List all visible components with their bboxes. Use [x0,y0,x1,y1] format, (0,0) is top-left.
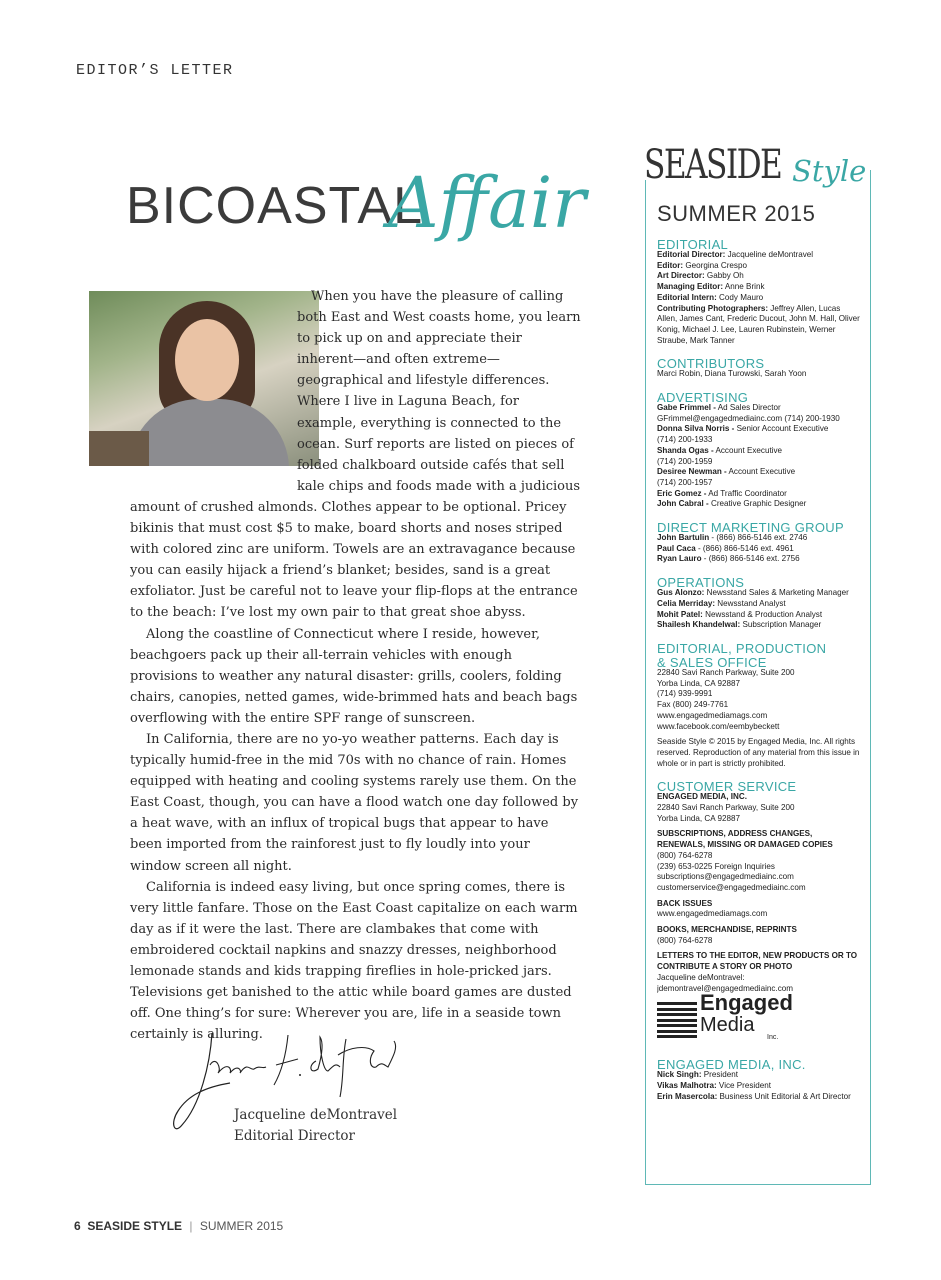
info-line: www.engagedmediamags.com [657,909,768,919]
masthead-heading: ADVERTISING [657,390,749,406]
masthead-heading: OPERATIONS [657,575,745,591]
paragraph: In California, there are no yo-yo weather patterns. Each day is typically humid-free in the mid 70s with no chance of rain. Homes equipped with heating and cooling systems rarely use them. On the East Coast, though, you can have a flood watch one day followed by a heat wave, with an influx of tropical bugs that appear to have been imported from the rainforest just to fly loudly into your window screen all night. [130,731,579,874]
letter-body [130,286,582,1045]
info-title: BOOKS, MERCHANDISE, REPRINTS [657,925,797,935]
staff-line: Erin Masercola: Business Unit Editorial & Art Director [657,1091,851,1101]
staff-line: Editorial Director: Jacqueline deMontravel [657,250,814,259]
staff-line: Editorial Intern: Cody Mauro [657,292,764,302]
address-line: www.engagedmediamags.com [657,710,768,720]
footer-magazine: SEASIDE STYLE [87,1219,183,1233]
paragraph: California is indeed easy living, but once spring comes, there is very little fanfare. Those on the East Coast capitalize on each warm day as if it were the last. There are clambakes that come with embroidered cocktail napkins and snazzy dresses, neighborhood lemonade stands and kids trapping fireflies in hole-pricked jars. Televisions get banished to the attic while board games are dusted off. One thing’s for sure: Wherever you are, life in a seaside town certainly is alluring. [130,879,578,1043]
masthead-heading: CUSTOMER SERVICE [657,779,797,795]
masthead-heading: ENGAGED MEDIA, INC. [657,1057,806,1073]
address-line: Fax (800) 249-7761 [657,700,729,710]
info-line: jdemontravel@engagedmediainc.com [657,983,793,993]
info-line: (800) 764-6278 [657,935,713,945]
info-line: (239) 653-0225 Foreign Inquiries [657,861,775,871]
engaged-media-logo: Engaged Media Inc. [657,1000,862,1048]
masthead-heading: DIRECT MARKETING GROUP [657,520,844,536]
section-label: EDITOR’S LETTER [76,62,234,79]
staff-line: (714) 200-1959 [657,456,713,466]
headline-part1: BICOASTAL [126,177,424,235]
info-line: Jacqueline deMontravel: [657,972,745,982]
contributors-line: Marci Robin, Diana Turowski, Sarah Yoon [657,369,807,379]
signature-name: Jacqueline deMontravel [234,1107,398,1123]
footer-issue: SUMMER 2015 [199,1219,284,1233]
masthead-heading: CONTRIBUTORS [657,356,765,372]
staff-line: Paul Caca - (866) 866-5146 ext. 4961 [657,543,794,553]
address-line: (714) 939-9991 [657,689,713,699]
staff-line: John Bartulin - (866) 866-5146 ext. 2746 [657,533,808,543]
staff-line: (714) 200-1933 [657,435,713,445]
stripes-icon [657,1002,697,1042]
staff-line: Eric Gomez - Ad Traffic Coordinator [657,488,787,498]
page-number: 6 [74,1219,81,1233]
masthead-issue: SUMMER 2015 [657,201,816,226]
staff-line: Editor: Georgina Crespo [657,260,747,270]
info-line: customerservice@engagedmediainc.com [657,882,806,892]
masthead-heading: EDITORIAL, PRODUCTION [657,640,827,656]
staff-line: Contributing Photographers: Jeffrey Allen, Lucas Allen, James Cant, Frederic Ducout, John M. Hall, Oliver Konig, Michael J. Lee, Lauren Rubinstein, Werner Straube, Mark Tanner [657,303,860,345]
info-title: LETTERS TO THE EDITOR, NEW PRODUCTS OR TO CONTRIBUTE A STORY OR PHOTO [657,951,858,972]
staff-line: Mohit Patel: Newsstand & Production Analyst [657,609,823,619]
headline [126,160,596,260]
masthead-logo-part1: SEASIDE [644,142,782,188]
address-line: 22840 Savi Ranch Parkway, Suite 200 [657,803,795,813]
staff-line: Shailesh Khandelwal: Subscription Manager [657,620,822,630]
info-line: (800) 764-6278 [657,850,713,860]
staff-line: Art Director: Gabby Oh [657,271,744,281]
staff-line: Ryan Lauro - (866) 866-5146 ext. 2756 [657,554,800,564]
masthead-heading: & SALES OFFICE [657,654,767,670]
page-footer [74,1219,283,1233]
staff-line: Gus Alonzo: Newsstand Sales & Marketing Manager [657,588,849,598]
address-line: Yorba Linda, CA 92887 [657,678,740,688]
staff-line: Gabe Frimmel - Ad Sales Director [657,403,781,413]
staff-line: John Cabral - Creative Graphic Designer [657,499,807,509]
staff-line: Vikas Malhotra: Vice President [657,1080,771,1090]
masthead [657,236,862,1102]
company-name: ENGAGED MEDIA, INC. [657,792,747,802]
staff-line: Managing Editor: Anne Brink [657,282,765,292]
staff-line: Nick Singh: President [657,1070,738,1080]
paragraph: Along the coastline of Connecticut where I reside, however, beachgoers pack up their all-terrain vehicles with enough provisions to weather any natural disaster: grills, coolers, folding chairs, canopies, netted games, wide-brimmed hats and beach bags overflowing with the entire SPF range of sunscreen. [130,626,578,726]
masthead-logo-part2: Style [792,154,867,188]
info-title: SUBSCRIPTIONS, ADDRESS CHANGES, RENEWALS, MISSING OR DAMAGED COPIES [657,829,833,850]
signature-title: Editorial Director [234,1128,355,1144]
info-title: BACK ISSUES [657,898,713,908]
staff-line: Donna Silva Norris - Senior Account Executive [657,424,829,434]
staff-line: (714) 200-1957 [657,477,713,487]
masthead-heading: EDITORIAL [657,237,729,252]
copyright-notice: Seaside Style © 2015 by Engaged Media, Inc. All rights reserved. Reproduction of any material from this issue in whole or in part is strictly prohibited. [657,737,860,768]
footer-separator: | [189,1219,193,1233]
paragraph: When you have the pleasure of calling both East and West coasts home, you learn to pick up on and appreciate their inherent—and often extreme—geographical and lifestyle differences. Where I live in Laguna Beach, for example, everything is connected to the ocean. Surf reports are listed on pieces of folded chalkboard outside cafés that sell kale chips and foods made with a judicious amount of crushed almonds. Clothes appear to be optional. Pricey bikinis that must cost $5 to make, board shorts and noses striped with colored zinc are uniform. Towels are an extravagance because you can easily hijack a friend’s blanket; besides, sand is a great exfoliator. Just be careful not to leave your flip-flops at the entrance to the beach: I’ve lost my own pair to that great shoe abyss. [130,289,581,621]
staff-line: Celia Merriday: Newsstand Analyst [657,598,786,608]
staff-line: Desiree Newman - Account Executive [657,467,796,477]
headline-part2: Affair [388,162,586,244]
address-line: 22840 Savi Ranch Parkway, Suite 200 [657,667,795,677]
info-line: subscriptions@engagedmediainc.com [657,872,794,882]
address-line: www.facebook.com/eembybeckett [657,721,780,731]
staff-line: GFrimmel@engagedmediainc.com (714) 200-1930 [657,413,840,423]
address-line: Yorba Linda, CA 92887 [657,813,740,823]
masthead-logo [644,142,867,188]
staff-line: Shanda Ogas - Account Executive [657,445,783,455]
